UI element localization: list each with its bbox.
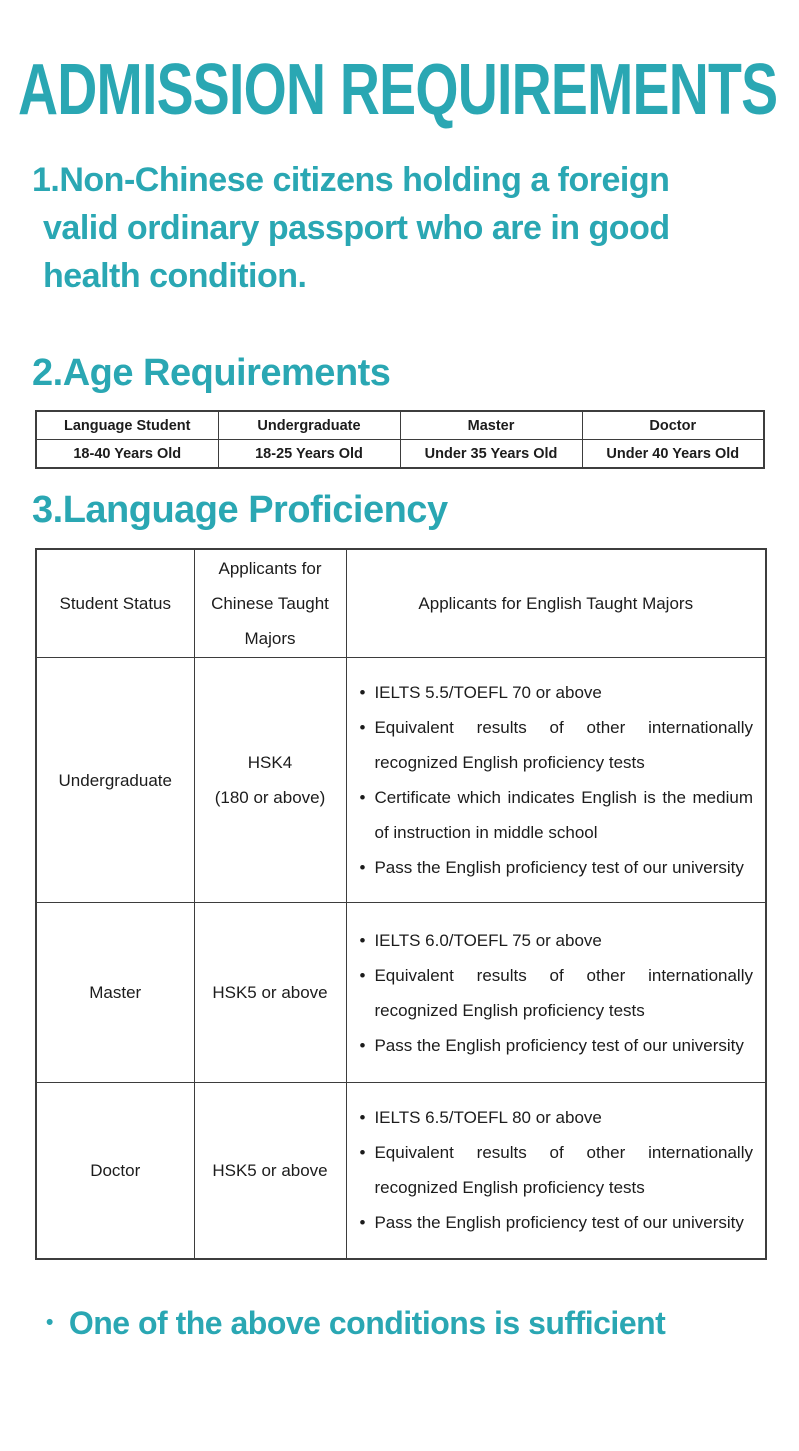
bullet-icon: • xyxy=(359,1108,366,1128)
lang-table-header-student-status: Student Status xyxy=(36,549,194,658)
requirement-1-line: 1.Non-Chinese citizens holding a foreign xyxy=(32,161,670,199)
english-requirement-cell xyxy=(346,903,766,1083)
bullet-icon: • xyxy=(359,1035,366,1055)
list-item-text: IELTS 6.0/TOEFL 75 or above xyxy=(374,930,602,950)
list-item-text: Pass the English proficiency test of our university xyxy=(374,858,744,877)
age-table-value-cell: Under 40 Years Old xyxy=(582,440,764,469)
bullet-icon: • xyxy=(359,683,366,702)
chinese-requirement-line: (180 or above) xyxy=(214,788,326,807)
list-item xyxy=(360,1135,754,1205)
age-table-value-cell: 18-40 Years Old xyxy=(36,440,218,469)
age-table-value-cell: Under 35 Years Old xyxy=(400,440,582,469)
chinese-requirement-cell: HSK5 or above xyxy=(194,1083,346,1259)
table-row xyxy=(36,440,764,469)
chinese-requirement-line: HSK4 xyxy=(247,753,293,772)
chinese-requirement-cell: HSK5 or above xyxy=(194,903,346,1083)
page-title: ADMISSION REQUIREMENTS xyxy=(18,50,778,130)
footer-note xyxy=(46,1304,799,1342)
bullet-icon: • xyxy=(46,1310,53,1334)
bullet-icon: • xyxy=(359,965,366,985)
bullet-icon: • xyxy=(359,858,366,877)
table-row-master xyxy=(36,903,766,1083)
list-item-text: IELTS 5.5/TOEFL 70 or above xyxy=(374,683,602,702)
english-requirement-cell xyxy=(346,658,766,903)
list-item-text: Equivalent results of other internationally recognized English proficiency tests xyxy=(374,718,753,772)
requirement-1-line: valid ordinary passport who are in good xyxy=(43,209,670,247)
list-item xyxy=(360,850,754,885)
student-status-cell: Doctor xyxy=(36,1083,194,1259)
list-item xyxy=(360,710,754,780)
student-status-cell: Undergraduate xyxy=(36,658,194,903)
english-requirement-cell xyxy=(346,1083,766,1259)
table-row-doctor xyxy=(36,1083,766,1259)
bullet-icon: • xyxy=(359,1213,366,1233)
table-row xyxy=(36,411,764,440)
footer-note-text: One of the above conditions is sufficient xyxy=(68,1304,666,1341)
lang-table-header-chinese-taught: Applicants for Chinese Taught Majors xyxy=(194,549,346,658)
list-item-text: Equivalent results of other internationally recognized English proficiency tests xyxy=(374,965,753,1020)
language-proficiency-heading: 3.Language Proficiency xyxy=(32,489,448,531)
bullet-icon: • xyxy=(359,930,366,950)
list-item-text: Pass the English proficiency test of our university xyxy=(374,1213,744,1233)
list-item xyxy=(360,1205,754,1240)
age-requirements-heading: 2.Age Requirements xyxy=(32,352,391,394)
bullet-icon: • xyxy=(359,1143,366,1163)
chinese-requirement-cell xyxy=(194,658,346,903)
list-item-text: IELTS 6.5/TOEFL 80 or above xyxy=(374,1108,602,1128)
age-table-header-cell: Master xyxy=(400,411,582,440)
bullet-icon: • xyxy=(359,718,366,737)
list-item-text: Equivalent results of other internationally recognized English proficiency tests xyxy=(374,1143,753,1198)
lang-table-header-english-taught: Applicants for English Taught Majors xyxy=(346,549,766,658)
table-header-row xyxy=(36,549,766,658)
age-table-header-cell: Doctor xyxy=(582,411,764,440)
age-requirements-table xyxy=(35,410,765,469)
language-proficiency-table xyxy=(35,548,767,1260)
list-item xyxy=(360,780,754,850)
requirement-1-paragraph xyxy=(32,156,799,300)
age-table-value-cell: 18-25 Years Old xyxy=(218,440,400,469)
list-item xyxy=(360,675,754,710)
table-row-undergraduate xyxy=(36,658,766,903)
student-status-cell: Master xyxy=(36,903,194,1083)
age-table-header-cell: Undergraduate xyxy=(218,411,400,440)
list-item xyxy=(360,923,754,958)
list-item xyxy=(360,1100,754,1135)
list-item xyxy=(360,958,754,1028)
list-item-text: Certificate which indicates English is the medium of instruction in middle school xyxy=(374,788,753,842)
bullet-icon: • xyxy=(359,788,366,807)
list-item-text: Pass the English proficiency test of our university xyxy=(374,1035,744,1055)
list-item xyxy=(360,1028,754,1063)
requirement-1-line: health condition. xyxy=(43,257,307,295)
age-table-header-cell: Language Student xyxy=(36,411,218,440)
